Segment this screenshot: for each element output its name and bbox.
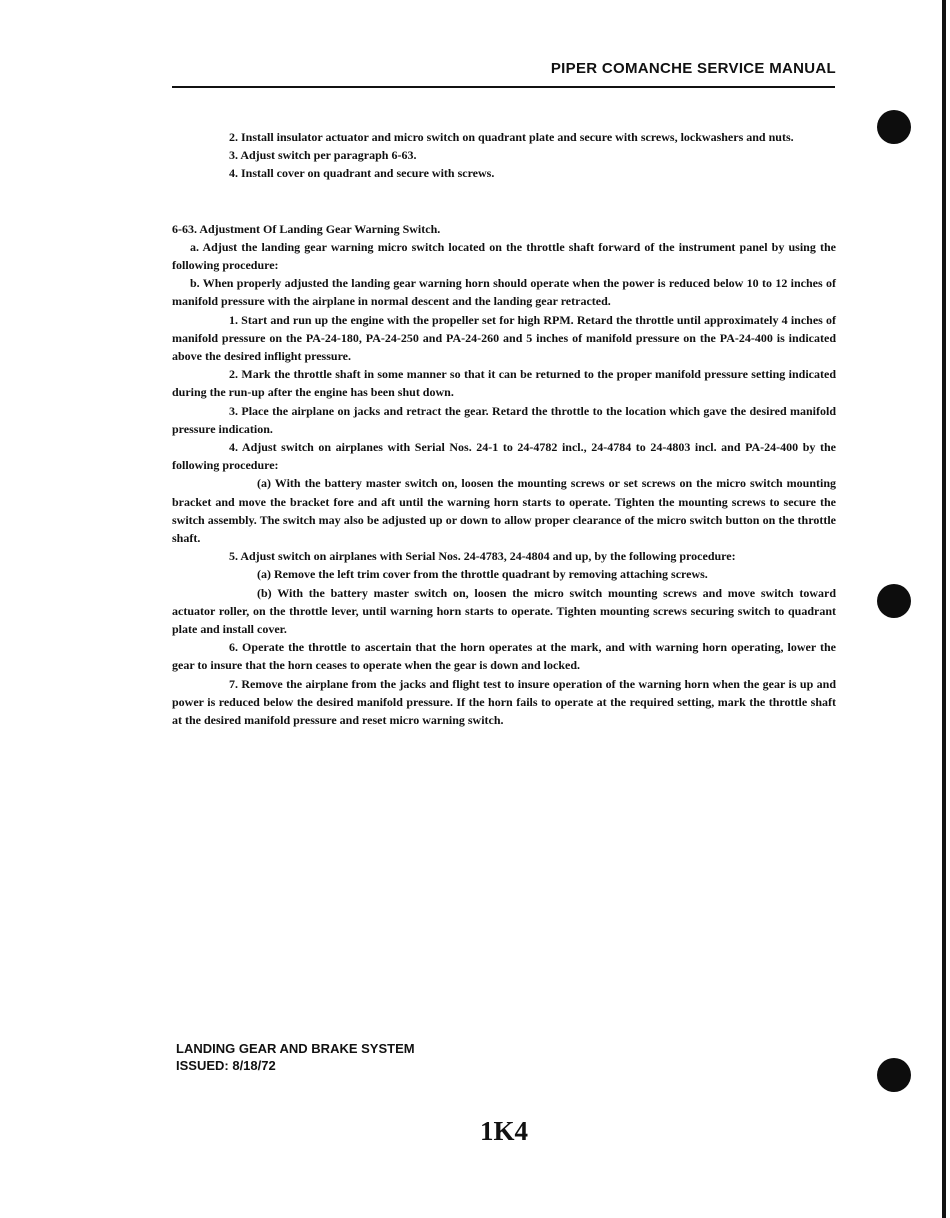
intro-step-3: 3. Adjust switch per paragraph 6-63. xyxy=(229,148,417,163)
footer-issue-date: ISSUED: 8/18/72 xyxy=(176,1058,276,1073)
binder-hole-top xyxy=(877,110,911,144)
step-5b: (b) With the battery master switch on, loosen the micro switch mounting screws and move switch toward actuator roller, on the throttle lever, until warning horn starts to operate. Tighten mounting screws securing switch to quadrant plate and install cover. xyxy=(172,585,836,637)
section-gap xyxy=(172,183,836,220)
binder-hole-bottom xyxy=(877,1058,911,1092)
intro-step-2: 2. Install insulator actuator and micro switch on quadrant plate and secure with screws, lockwashers and nuts. xyxy=(229,130,794,144)
page-edge-border xyxy=(942,0,946,1218)
step-1: 1. Start and run up the engine with the propeller set for high RPM. Retard the throttle until approximately 4 inches of manifold pressure on the PA-24-180, PA-24-250 and PA-24-260 and 5 inches of manifold pressure on the PA-24-400 is indicated above the desired inflight pressure. xyxy=(172,312,836,364)
header-rule xyxy=(172,86,835,88)
page-body xyxy=(172,128,836,729)
step-7: 7. Remove the airplane from the jacks and flight test to insure operation of the warning horn when the gear is up and power is reduced below the desired manifold pressure. If the horn fails to operate at the required setting, mark the throttle shaft at the desired manifold pressure and reset micro warning switch. xyxy=(172,676,836,728)
step-3: 3. Place the airplane on jacks and retract the gear. Retard the throttle to the location which gave the desired manifold pressure indication. xyxy=(172,403,836,436)
section-heading: 6-63. Adjustment Of Landing Gear Warning Switch. xyxy=(172,221,441,236)
step-4: 4. Adjust switch on airplanes with Serial Nos. 24-1 to 24-4782 incl., 24-4784 to 24-4803 incl. and PA-24-400 by the following procedure: xyxy=(172,440,836,473)
step-5: 5. Adjust switch on airplanes with Serial Nos. 24-4783, 24-4804 and up, by the following procedure: xyxy=(229,549,736,564)
paragraph-b: b. When properly adjusted the landing gear warning horn should operate when the power is reduced below 10 to 12 inches of manifold pressure with the airplane in normal descent and the landing gear retracted. xyxy=(172,276,836,309)
step-6: 6. Operate the throttle to ascertain that the horn operates at the mark, and with warning horn operating, lower the gear to insure that the horn ceases to operate when the gear is down and locked. xyxy=(172,640,836,673)
step-4a: (a) With the battery master switch on, loosen the mounting screws or set screws on the micro switch mounting bracket and move the bracket fore and aft until the warning horn starts to operate. Tighten the mounting screws to secure the switch assembly. The switch may also be adjusted up or down to allow proper clearance of the micro switch button on the throttle shaft. xyxy=(172,476,836,546)
paragraph-a: a. Adjust the landing gear warning micro switch located on the throttle shaft forward of the instrument panel by using the following procedure: xyxy=(172,239,836,273)
step-5a: (a) Remove the left trim cover from the throttle quadrant by removing attaching screws. xyxy=(257,567,708,582)
page-footer xyxy=(176,1040,415,1074)
step-2: 2. Mark the throttle shaft in some manner so that it can be returned to the proper manifold pressure setting indicated during the run-up after the engine has been shut down. xyxy=(172,367,836,400)
footer-chapter-title: LANDING GEAR AND BRAKE SYSTEM xyxy=(176,1041,415,1056)
intro-step-4: 4. Install cover on quadrant and secure with screws. xyxy=(229,166,495,181)
manual-title: PIPER COMANCHE SERVICE MANUAL xyxy=(550,60,836,77)
page-number: 1K4 xyxy=(480,1116,529,1146)
binder-hole-middle xyxy=(877,584,911,618)
